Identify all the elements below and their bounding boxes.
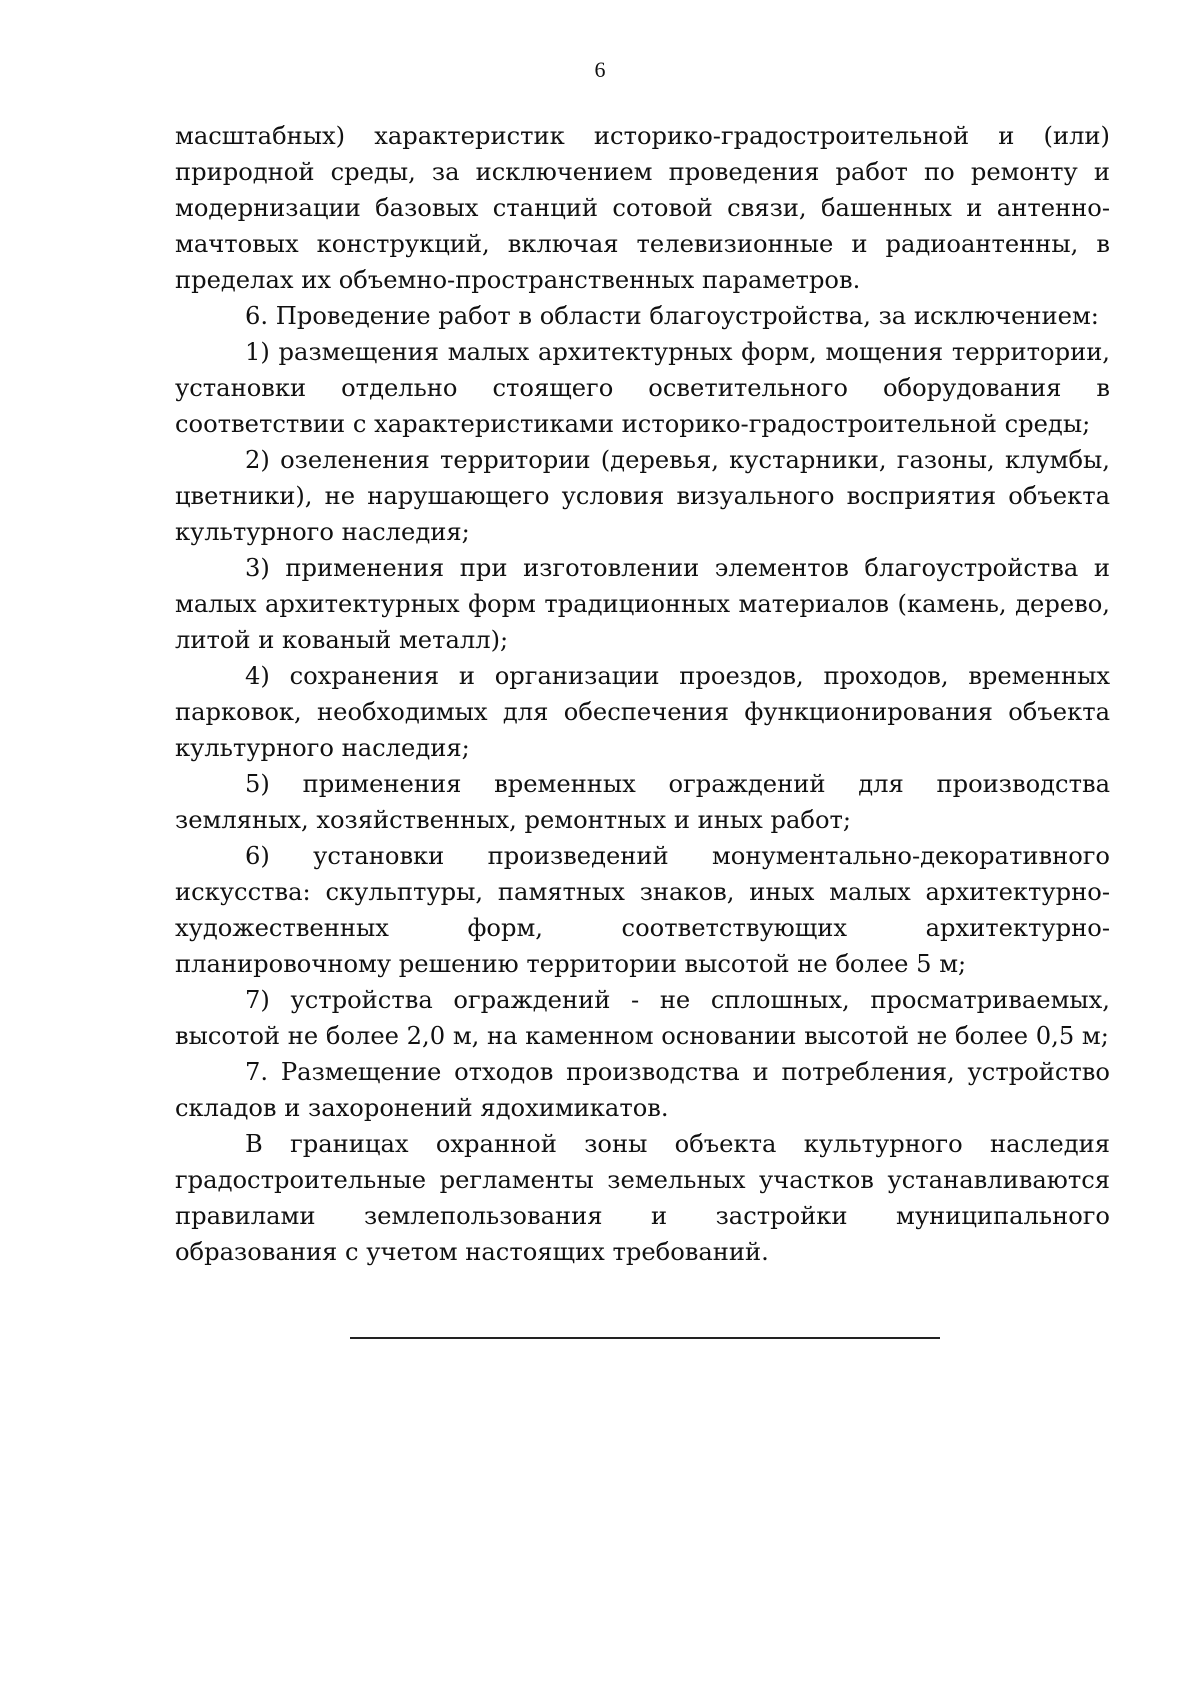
paragraph-subitem-1: 1) размещения малых архитектурных форм, мощения территории, установки отдельно стоящего осветительного оборудования в соответствии с характеристиками историко-градостроительной среды; <box>175 338 1110 438</box>
paragraph-closing: В границах охранной зоны объекта культурного наследия градостроительные регламенты земельных участков устанавливаются правилами землепользования и застройки муниципального образования с учетом настоящих требований. <box>175 1130 1110 1266</box>
paragraph-subitem-7: 7) устройства ограждений - не сплошных, просматриваемых, высотой не более 2,0 м, на каменном основании высотой не более 0,5 м; <box>175 986 1110 1050</box>
end-separator-line <box>350 1337 940 1339</box>
paragraph-subitem-2: 2) озеленения территории (деревья, кустарники, газоны, клумбы, цветники), не нарушающего условия визуального восприятия объекта культурного наследия; <box>175 446 1110 546</box>
paragraph-subitem-5: 5) применения временных ограждений для производства земляных, хозяйственных, ремонтных и иных работ; <box>175 770 1110 834</box>
paragraph-subitem-3: 3) применения при изготовлении элементов благоустройства и малых архитектурных форм традиционных материалов (камень, дерево, литой и кованый металл); <box>175 554 1110 654</box>
paragraph-subitem-4: 4) сохранения и организации проездов, проходов, временных парковок, необходимых для обеспечения функционирования объекта культурного наследия; <box>175 662 1110 762</box>
paragraph-continuation: масштабных) характеристик историко-градостроительной и (или) природной среды, за исключением проведения работ по ремонту и модернизации базовых станций сотовой связи, башенных и антенно-мачтовых конструкций, включая телевизионные и радиоантенны, в пределах их объемно-пространственных параметров. <box>175 122 1110 294</box>
page-number: 6 <box>594 57 606 82</box>
paragraph-item-7: 7. Размещение отходов производства и потребления, устройство складов и захоронений ядохимикатов. <box>175 1058 1110 1122</box>
paragraph-item-6: 6. Проведение работ в области благоустройства, за исключением: <box>245 302 1099 330</box>
document-body <box>175 118 1110 1270</box>
paragraph-subitem-6: 6) установки произведений монументально-декоративного искусства: скульптуры, памятных знаков, иных малых архитектурно-художественных форм, соответствующих архитектурно-планировочному решению территории высотой не более 5 м; <box>175 842 1110 978</box>
